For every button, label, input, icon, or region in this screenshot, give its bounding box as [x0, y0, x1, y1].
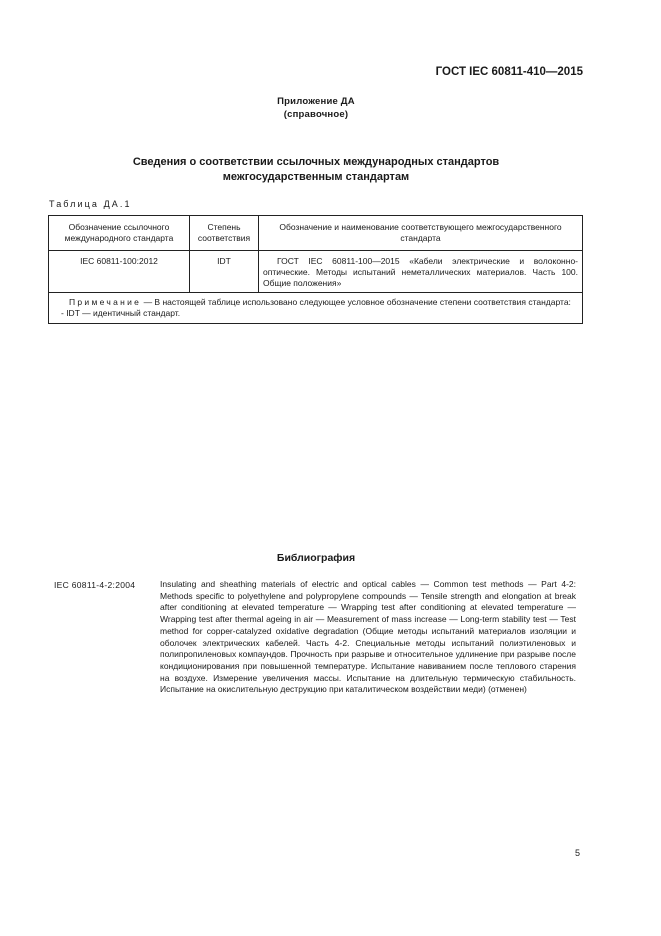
conformity-table — [48, 215, 583, 324]
section-title-line-2: межгосударственным стандартам — [222, 171, 410, 183]
table-header-row — [49, 216, 583, 251]
table-row — [49, 251, 583, 293]
note-item: - IDT — идентичный стандарт. — [61, 308, 181, 318]
note-text: — В настоящей таблице использовано следующее условное обозначение степени соответствия стандарта: — [141, 297, 571, 307]
table-note — [49, 293, 583, 324]
page-number: 5 — [575, 848, 581, 858]
note-label: Примечание — [69, 297, 142, 307]
annex-subtitle: (справочное) — [283, 109, 349, 120]
page-header-standard-id: ГОСТ IEC 60811-410—2015 — [435, 66, 583, 78]
note-paragraph — [55, 297, 576, 308]
annex-heading — [0, 95, 632, 121]
section-title — [0, 155, 632, 185]
section-title-line-1: Сведения о соответствии ссылочных международных стандартов — [132, 156, 500, 168]
header-degree: Степень соответствия — [190, 216, 259, 251]
header-standard: Обозначение и наименование соответствующего межгосударственного стандарта — [259, 216, 583, 251]
annex-title: Приложение ДА — [277, 96, 355, 107]
bibliography-entry-text: Insulating and sheathing materials of electric and optical cables — Common test methods — Part 4-2: Methods specific to polyethylene and polypropylene compounds — Tensile strength and elongation at break after conditioning at elevated temperature — Wrapping test after conditioning at elevated temperature — Wrapping test after thermal ageing in air — Measurement of mass increase — Long-term stability test — Test method for copper-catalyzed oxidative degradation (Общие методы испытаний материалов изоляции и оболочек электрических кабелей. Часть 4-2. Специальные методы испытаний полиэтиленовых и полипропиленовых компаундов. Прочность при разрыве и относительное удлинение при разрыве после кондиционирования при повышенной температуре. Испытание навиванием после теплового старения на воздухе. Измерение увеличения массы. Испытание на длительную термическую стабильность. Испытание на окислительную деструкцию при каталитическом воздействии меди) (отменен) — [160, 579, 576, 695]
bibliography-entry-ref: IEC 60811-4-2:2004 — [54, 580, 136, 590]
header-reference: Обозначение ссылочного международного стандарта — [49, 216, 190, 251]
cell-reference: IEC 60811-100:2012 — [49, 251, 190, 293]
table-note-row — [49, 293, 583, 324]
bibliography-title: Библиография — [276, 552, 356, 564]
cell-degree: IDT — [190, 251, 259, 293]
cell-standard: ГОСТ IEC 60811-100—2015 «Кабели электрические и волоконно-оптические. Методы испытаний неметаллических материалов. Часть 100. Общие положения» — [259, 251, 583, 293]
table-caption: Таблица ДА.1 — [49, 199, 132, 209]
